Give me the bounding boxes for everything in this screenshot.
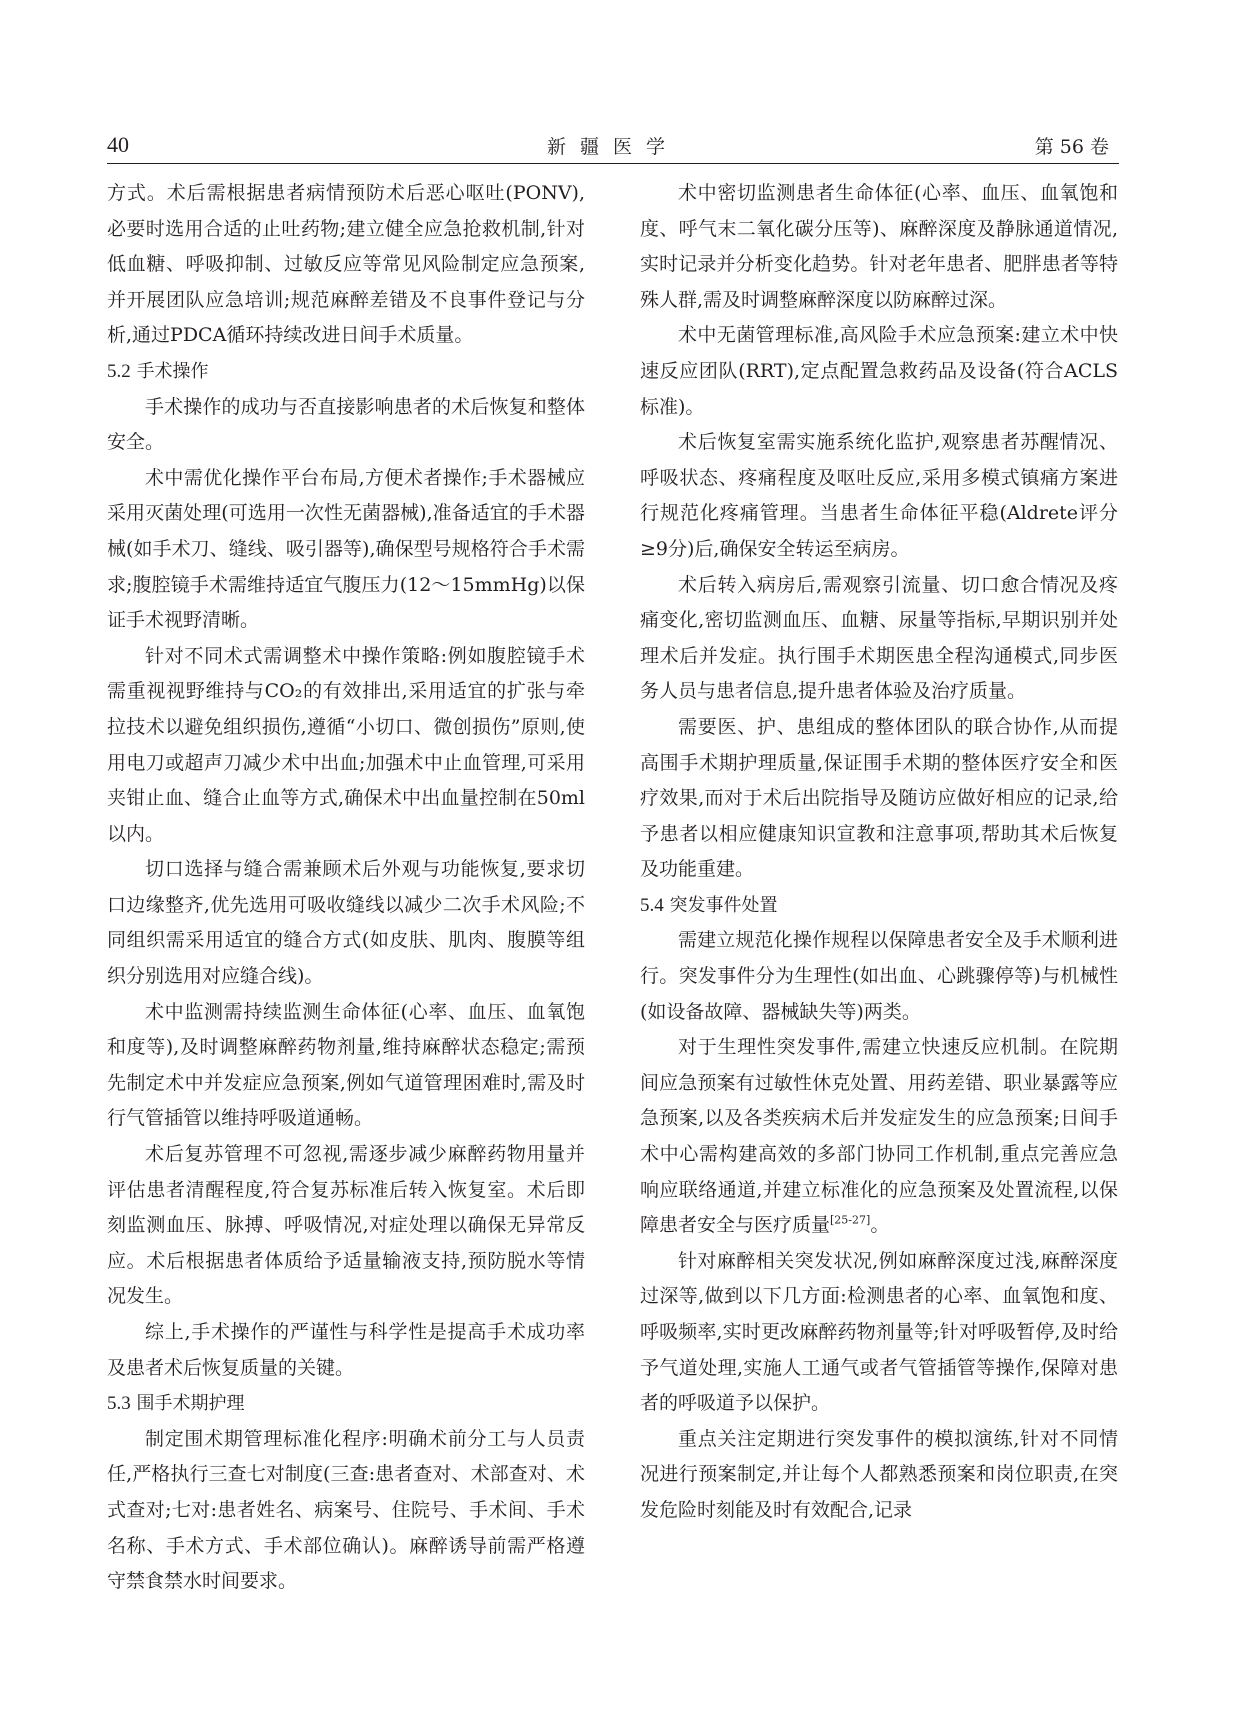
paragraph: 手术操作的成功与否直接影响患者的术后恢复和整体安全。 bbox=[107, 395, 585, 454]
paragraph: 重点关注定期进行突发事件的模拟演练,针对不同情况进行预案制定,并让每个人都熟悉预案和岗位职责,在突发危险时刻能及时有效配合,记录 bbox=[640, 1427, 1118, 1521]
paragraph: 对于生理性突发事件,需建立快速反应机制。在院期间应急预案有过敏性休克处置、用药差错、职业暴露等应急预案,以及各类疾病术后并发症发生的应急预案;日间手术中心需构建高效的多部门协同工作机制,重点完善应急响应联络通道,并建立标准化的应急预案及处置流程,以保障患者安全与医疗质量[25-27]。 bbox=[640, 1036, 1118, 1237]
paragraph: 术中密切监测患者生命体征(心率、血压、血氧饱和度、呼气末二氧化碳分压等)、麻醉深度及静脉通道情况,实时记录并分析变化趋势。针对老年患者、肥胖患者等特殊人群,需及时调整麻醉深度以防麻醉过深。 bbox=[640, 182, 1118, 311]
paragraph: 需建立规范化操作规程以保障患者安全及手术顺利进行。突发事件分为生理性(如出血、心跳骤停等)与机械性(如设备故障、器械缺失等)两类。 bbox=[640, 929, 1118, 1023]
paragraph: 术后复苏管理不可忽视,需逐步减少麻醉药物用量并评估患者清醒程度,符合复苏标准后转入恢复室。术后即刻监测血压、脉搏、呼吸情况,对症处理以确保无异常反应。术后根据患者体质给予适量输液支持,预防脱水等情况发生。 bbox=[107, 1143, 585, 1308]
volume-label: 第 56 卷 bbox=[1034, 136, 1109, 158]
left-column bbox=[107, 176, 585, 1600]
paragraph: 方式。术后需根据患者病情预防术后恶心呕吐(PONV),必要时选用合适的止吐药物;建立健全应急抢救机制,针对低血糖、呼吸抑制、过敏反应等常见风险制定应急预案,并开展团队应急培训;规范麻醉差错及不良事件登记与分析,通过PDCA循环持续改进日间手术质量。 bbox=[107, 182, 585, 347]
section-heading-5-4: 5.4 突发事件处置 bbox=[640, 894, 778, 916]
paragraph: 切口选择与缝合需兼顾术后外观与功能恢复,要求切口边缘整齐,优先选用可吸收缝线以减少二次手术风险;不同组织需采用适宜的缝合方式(如皮肤、肌肉、腹膜等组织分别选用对应缝合线)。 bbox=[107, 858, 585, 988]
section-heading-5-3: 5.3 围手术期护理 bbox=[107, 1393, 245, 1415]
paragraph: 针对不同术式需调整术中操作策略:例如腹腔镜手术需重视视野维持与CO₂的有效排出,采用适宜的扩张与牵拉技术以避免组织损伤,遵循“小切口、微创损伤”原则,使用电刀或超声刀减少术中出血;加强术中止血管理,可采用夹钳止血、缝合止血等方式,确保术中出血量控制在50ml以内。 bbox=[107, 644, 585, 845]
paragraph: 综上,手术操作的严谨性与科学性是提高手术成功率及患者术后恢复质量的关键。 bbox=[107, 1321, 585, 1379]
paragraph: 制定围术期管理标准化程序:明确术前分工与人员责任,严格执行三查七对制度(三查:患者查对、术部查对、术式查对;七对:患者姓名、病案号、住院号、手术间、手术名称、手术方式、手术部位确认)。麻醉诱导前需严格遵守禁食禁水时间要求。 bbox=[107, 1427, 585, 1593]
paragraph: 需要医、护、患组成的整体团队的联合协作,从而提高围手术期护理质量,保证围手术期的整体医疗安全和医疗效果,而对于术后出院指导及随访应做好相应的记录,给予患者以相应健康知识宣教和注意事项,帮助其术后恢复及功能重建。 bbox=[640, 715, 1118, 881]
right-column bbox=[640, 176, 1118, 1529]
section-heading-5-2: 5.2 手术操作 bbox=[107, 360, 209, 382]
paragraph: 术中需优化操作平台布局,方便术者操作;手术器械应采用灭菌处理(可选用一次性无菌器械),准备适宜的手术器械(如手术刀、缝线、吸引器等),确保型号规格符合手术需求;腹腔镜手术需维持适宜气腹压力(12～15mmHg)以保证手术视野清晰。 bbox=[107, 466, 585, 632]
paragraph: 术后转入病房后,需观察引流量、切口愈合情况及疼痛变化,密切监测血压、血糖、尿量等指标,早期识别并处理术后并发症。执行围手术期医患全程沟通模式,同步医务人员与患者信息,提升患者体验及治疗质量。 bbox=[640, 573, 1118, 703]
header-rule bbox=[107, 163, 1119, 164]
citation-ref: [25-27] bbox=[830, 1213, 871, 1227]
paragraph: 术后恢复室需实施系统化监护,观察患者苏醒情况、呼吸状态、疼痛程度及呕吐反应,采用多模式镇痛方案进行规范化疼痛管理。当患者生命体征平稳(Aldrete评分≥9分)后,确保安全转运至病房。 bbox=[640, 431, 1118, 560]
page-number: 40 bbox=[107, 132, 129, 157]
journal-title: 新疆医学 bbox=[546, 136, 679, 158]
running-header bbox=[107, 130, 1119, 160]
paragraph: 针对麻醉相关突发状况,例如麻醉深度过浅,麻醉深度过深等,做到以下几方面:检测患者的心率、血氧饱和度、呼吸频率,实时更改麻醉药物剂量等;针对呼吸暂停,及时给予气道处理,实施人工通气或者气管插管等操作,保障对患者的呼吸道予以保护。 bbox=[640, 1249, 1118, 1415]
paragraph: 术中监测需持续监测生命体征(心率、血压、血氧饱和度等),及时调整麻醉药物剂量,维持麻醉状态稳定;需预先制定术中并发症应急预案,例如气道管理困难时,需及时行气管插管以维持呼吸道通畅。 bbox=[107, 1000, 585, 1130]
paragraph: 术中无菌管理标准,高风险手术应急预案:建立术中快速反应团队(RRT),定点配置急救药品及设备(符合ACLS标准)。 bbox=[640, 324, 1118, 418]
